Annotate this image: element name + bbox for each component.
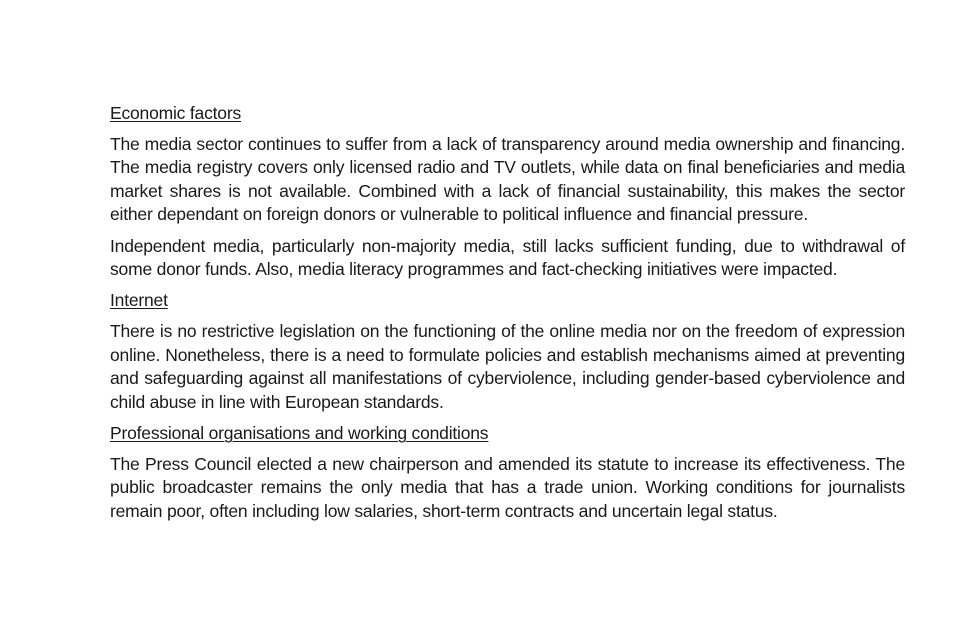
section-professional-organisations — [110, 422, 905, 523]
paragraph: Independent media, particularly non-majority media, still lacks sufficient funding, due to withdrawal of some donor funds. Also, media literacy programmes and fact-checking initiatives were impacted. — [110, 235, 905, 280]
paragraph: There is no restrictive legislation on the functioning of the online media nor on the freedom of expression online. Nonetheless, there is a need to formulate policies and establish mechanisms aimed at preventing and safeguarding against all manifestations of cyberviolence, including gender-based cyberviolence and child abuse in line with European standards. — [110, 321, 905, 412]
document-page — [110, 100, 905, 531]
section-internet — [110, 289, 905, 414]
paragraph: The media sector continues to suffer from a lack of transparency around media ownership and financing. The media registry covers only licensed radio and TV outlets, while data on final beneficiaries and media market shares is not available. Combined with a lack of financial sustainability, this makes the sector either dependant on foreign donors or vulnerable to political influence and financial pressure. — [110, 134, 905, 225]
section-heading: Professional organisations and working conditions — [110, 423, 489, 444]
section-heading: Economic factors — [110, 103, 242, 123]
section-economic-factors — [110, 102, 905, 281]
section-heading: Internet — [110, 290, 168, 311]
paragraph: The Press Council elected a new chairperson and amended its statute to increase its effectiveness. The public broadcaster remains the only media that has a trade union. Working conditions for journalists remain poor, often including low salaries, short-term contracts and uncertain legal status. — [110, 454, 905, 521]
